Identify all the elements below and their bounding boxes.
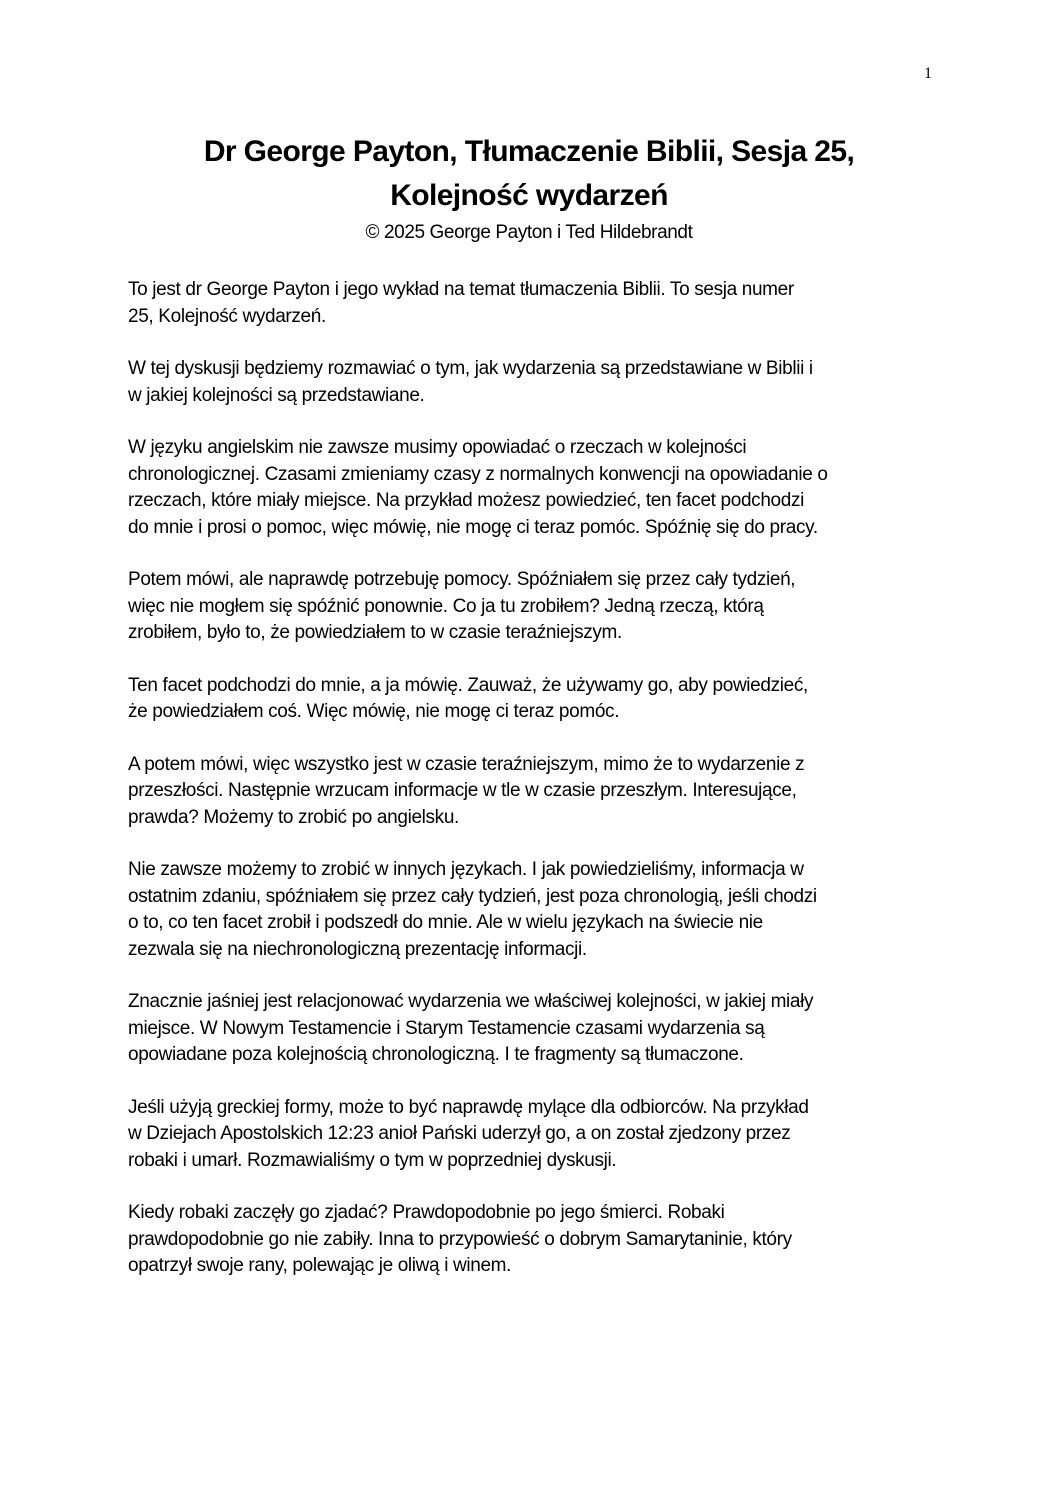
text-line: Jeśli użyją greckiej formy, może to być naprawdę mylące dla odbiorców. Na przykład	[128, 1096, 809, 1118]
text-line: Potem mówi, ale naprawdę potrzebuję pomocy. Spóźniałem się przez cały tydzień,	[128, 569, 796, 590]
paragraph	[128, 1200, 948, 1280]
text-line: miejsce. W Nowym Testamencie i Starym Testamencie czasami wydarzenia są	[128, 1017, 765, 1039]
text-line: Nie zawsze możemy to zrobić w innych językach. I jak powiedzieliśmy, informacja w	[128, 859, 804, 880]
document-body	[128, 277, 948, 1306]
text-line: Ten facet podchodzi do mnie, a ja mówię. Zauważ, że używamy go, aby powiedzieć,	[128, 674, 808, 696]
text-line: ostatnim zdaniu, spóźniałem się przez cały tydzień, jest poza chronologią, jeśli chodzi	[128, 885, 817, 907]
text-line: zezwala się na niechronologiczną prezentację informacji.	[128, 938, 587, 960]
text-line: w jakiej kolejności są przedstawiane.	[128, 384, 425, 406]
text-line: chronologicznej. Czasami zmieniamy czasy z normalnych konwencji na opowiadanie o	[128, 463, 828, 485]
text-line: To jest dr George Payton i jego wykład na temat tłumaczenia Biblii. To sesja numer	[128, 279, 794, 300]
text-line: A potem mówi, więc wszystko jest w czasie teraźniejszym, mimo że to wydarzenie z	[128, 753, 805, 775]
text-line: w Dziejach Apostolskich 12:23 anioł Pański uderzył go, a on został zjedzony przez	[128, 1123, 791, 1144]
text-line: 25, Kolejność wydarzeń.	[128, 305, 326, 327]
document-title-line: Dr George Payton, Tłumaczenie Biblii, Sesja 25,	[203, 135, 855, 168]
text-line: opowiadane poza kolejnością chronologiczną. I te fragmenty są tłumaczone.	[128, 1044, 744, 1065]
text-line: W tej dyskusji będziemy rozmawiać o tym, jak wydarzenia są przedstawiane w Biblii i	[128, 358, 813, 379]
text-line: o to, co ten facet zrobił i podszedł do mnie. Ale w wielu językach na świecie nie	[128, 912, 763, 933]
text-line: prawdopodobnie go nie zabiły. Inna to przypowieść o dobrym Samarytaninie, który	[128, 1228, 792, 1250]
document-title-line: Kolejność wydarzeń	[390, 179, 668, 212]
text-line: W języku angielskim nie zawsze musimy opowiadać o rzeczach w kolejności	[128, 437, 747, 458]
document-header	[0, 130, 1058, 246]
text-line: że powiedziałem coś. Więc mówię, nie mogę ci teraz pomóc.	[128, 701, 620, 722]
page-number: 1	[924, 65, 932, 82]
text-line: rzeczach, które miały miejsce. Na przykład możesz powiedzieć, ten facet podchodzi	[128, 490, 805, 511]
paragraph	[128, 567, 948, 647]
paragraph	[128, 989, 948, 1069]
text-line: do mnie i prosi o pomoc, więc mówię, nie mogę ci teraz pomóc. Spóźnię się do pracy.	[128, 516, 818, 538]
text-line: robaki i umarł. Rozmawialiśmy o tym w poprzedniej dyskusji.	[128, 1149, 617, 1171]
paragraph	[128, 356, 948, 409]
text-line: Znacznie jaśniej jest relacjonować wydarzenia we właściwej kolejności, w jakiej miały	[128, 991, 814, 1012]
paragraph	[128, 277, 948, 330]
text-line: Kiedy robaki zaczęły go zjadać? Prawdopodobnie po jego śmierci. Robaki	[128, 1202, 725, 1223]
document-title	[0, 130, 1058, 218]
paragraph	[128, 752, 948, 832]
text-line: przeszłości. Następnie wrzucam informacje w tle w czasie przeszłym. Interesujące,	[128, 780, 797, 801]
text-line: więc nie mogłem się spóźnić ponownie. Co ja tu zrobiłem? Jedną rzeczą, którą	[128, 595, 764, 617]
text-line: opatrzył swoje rany, polewając je oliwą i winem.	[128, 1255, 512, 1276]
copyright-notice: © 2025 George Payton i Ted Hildebrandt	[365, 222, 693, 243]
paragraph	[128, 857, 948, 963]
text-line: prawda? Możemy to zrobić po angielsku.	[128, 806, 459, 828]
paragraph	[128, 673, 948, 726]
paragraph	[128, 435, 948, 541]
text-line: zrobiłem, było to, że powiedziałem to w czasie teraźniejszym.	[128, 622, 622, 643]
paragraph	[128, 1095, 948, 1175]
